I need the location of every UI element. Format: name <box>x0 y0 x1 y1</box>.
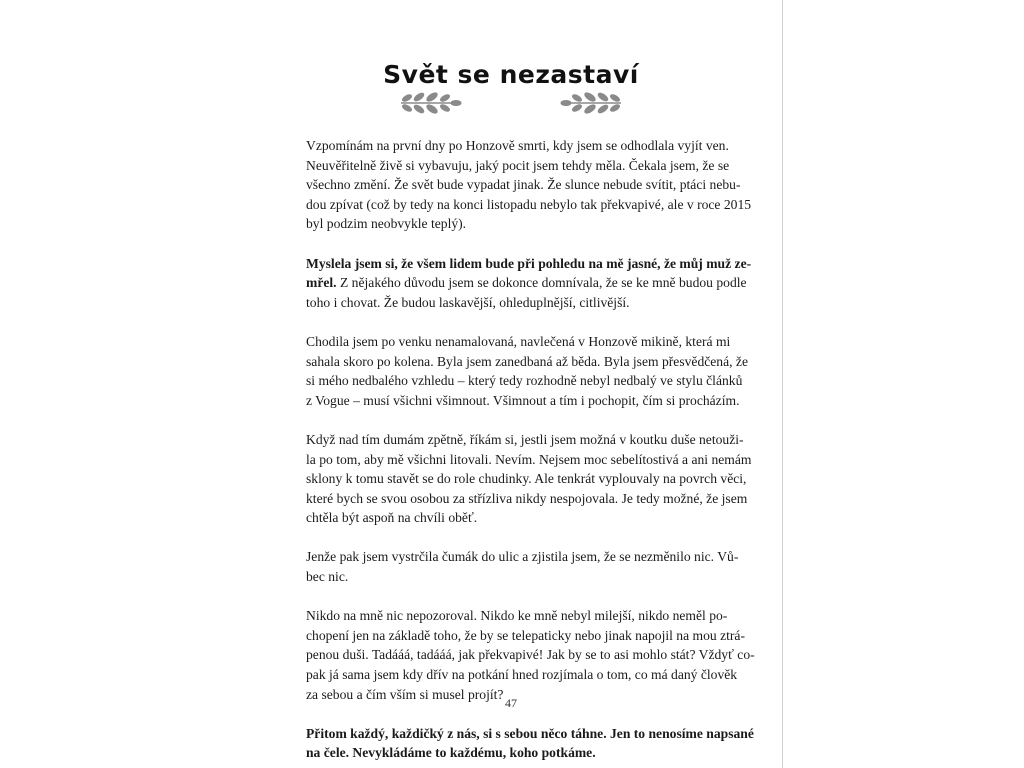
paragraph-2 <box>306 254 752 313</box>
paragraph-3 <box>306 332 748 410</box>
text-line: z Vogue – musí všichni všimnout. Všimnout a tím i pochopit, čím si procházím. <box>306 392 740 408</box>
text-line: Chodila jsem po venku nenamalovaná, navlečená v Honzově mikině, která mi <box>306 333 731 349</box>
text-line: za sebou a čím vším si musel projít? <box>306 686 504 702</box>
text-fragment: Z nějakého důvodu jsem se dokonce domnívala, že se ke mně budou podle <box>339 275 747 291</box>
text-line: které bych se svou osobou za střízliva nikdy nespojovala. Je tedy možné, že jsem <box>306 490 748 506</box>
text-line: Nikdo na mně nic nepozoroval. Nikdo ke mně nebyl milejší, nikdo neměl po- <box>306 608 728 624</box>
text-line-bold: Myslela jsem si, že všem lidem bude při pohledu na mě jasné, že můj muž ze- <box>306 255 752 271</box>
book-page <box>240 0 783 768</box>
text-line: sahala skoro po kolena. Byla jsem zanedbaná až běda. Byla jsem přesvědčená, že <box>306 353 748 369</box>
text-line: toho i chovat. Že budou laskavější, ohleduplnější, citlivější. <box>306 294 630 310</box>
text-line: Jenže pak jsem vystrčila čumák do ulic a zjistila jsem, že se nezměnilo nic. Vů- <box>306 549 739 565</box>
paragraph-6 <box>306 606 755 704</box>
text-line: Vzpomínám na první dny po Honzově smrti, kdy jsem se odhodlala vyjít ven. <box>306 138 729 153</box>
text-line: všechno změní. Že svět bude vypadat jinak. Že slunce nebude svítit, ptáci nebu- <box>306 177 741 193</box>
paragraph-7-bold <box>306 724 754 763</box>
text-line: sklony k tomu stavět se do role chudinky. Ale tenkrát vyplouvaly na povrch věci, <box>306 471 747 487</box>
chapter-body <box>306 136 755 768</box>
leaf-branch-divider-icon <box>397 91 625 115</box>
text-line: bec nic. <box>306 569 349 585</box>
text-line: chopení jen na základě toho, že by se telepaticky nebo jinak napojil na mou ztrá- <box>306 627 745 643</box>
text-line: la po tom, aby mě všichni litovali. Nevím. Nejsem moc sebelítostivá a ani nemám <box>306 451 752 467</box>
text-line: chtěla být aspoň na chvíli oběť. <box>306 510 478 526</box>
text-line-bold: na čele. Nevykládáme to každému, koho potkáme. <box>306 745 596 761</box>
paragraph-5 <box>306 547 739 586</box>
text-line: Neuvěřitelně živě si vybavuju, jaký pocit jsem tehdy měla. Čekala jsem, že se <box>306 157 730 173</box>
text-line: pak já sama jsem kdy dřív na potkání hned rozjímala o tom, co má daný člověk <box>306 667 738 683</box>
paragraph-1 <box>306 136 752 234</box>
text-line: Když nad tím dumám zpětně, říkám si, jestli jsem možná v koutku duše netouži- <box>306 431 744 447</box>
text-line-bold: Přitom každý, každičký z nás, si s sebou něco táhne. Jen to nenosíme napsané <box>306 725 754 741</box>
chapter-title: Svět se nezastaví <box>383 60 639 89</box>
text-line: dou zpívat (což by tedy na konci listopadu nebylo tak překvapivé, ale v roce 2015 <box>306 196 752 212</box>
text-line: byl podzim neobvykle teplý). <box>306 216 467 232</box>
text-line: penou duši. Tadááá, tadááá, jak překvapivé! Jak by se to asi mohlo stát? Vždyť co- <box>306 647 755 663</box>
text-line: si mého nedbalého vzhledu – který tedy rozhodně nebyl nedbalý ve stylu článků <box>306 373 743 389</box>
paragraph-4 <box>306 430 752 528</box>
text-fragment-bold: mřel. <box>306 275 337 291</box>
page-number: 47 <box>505 696 517 710</box>
